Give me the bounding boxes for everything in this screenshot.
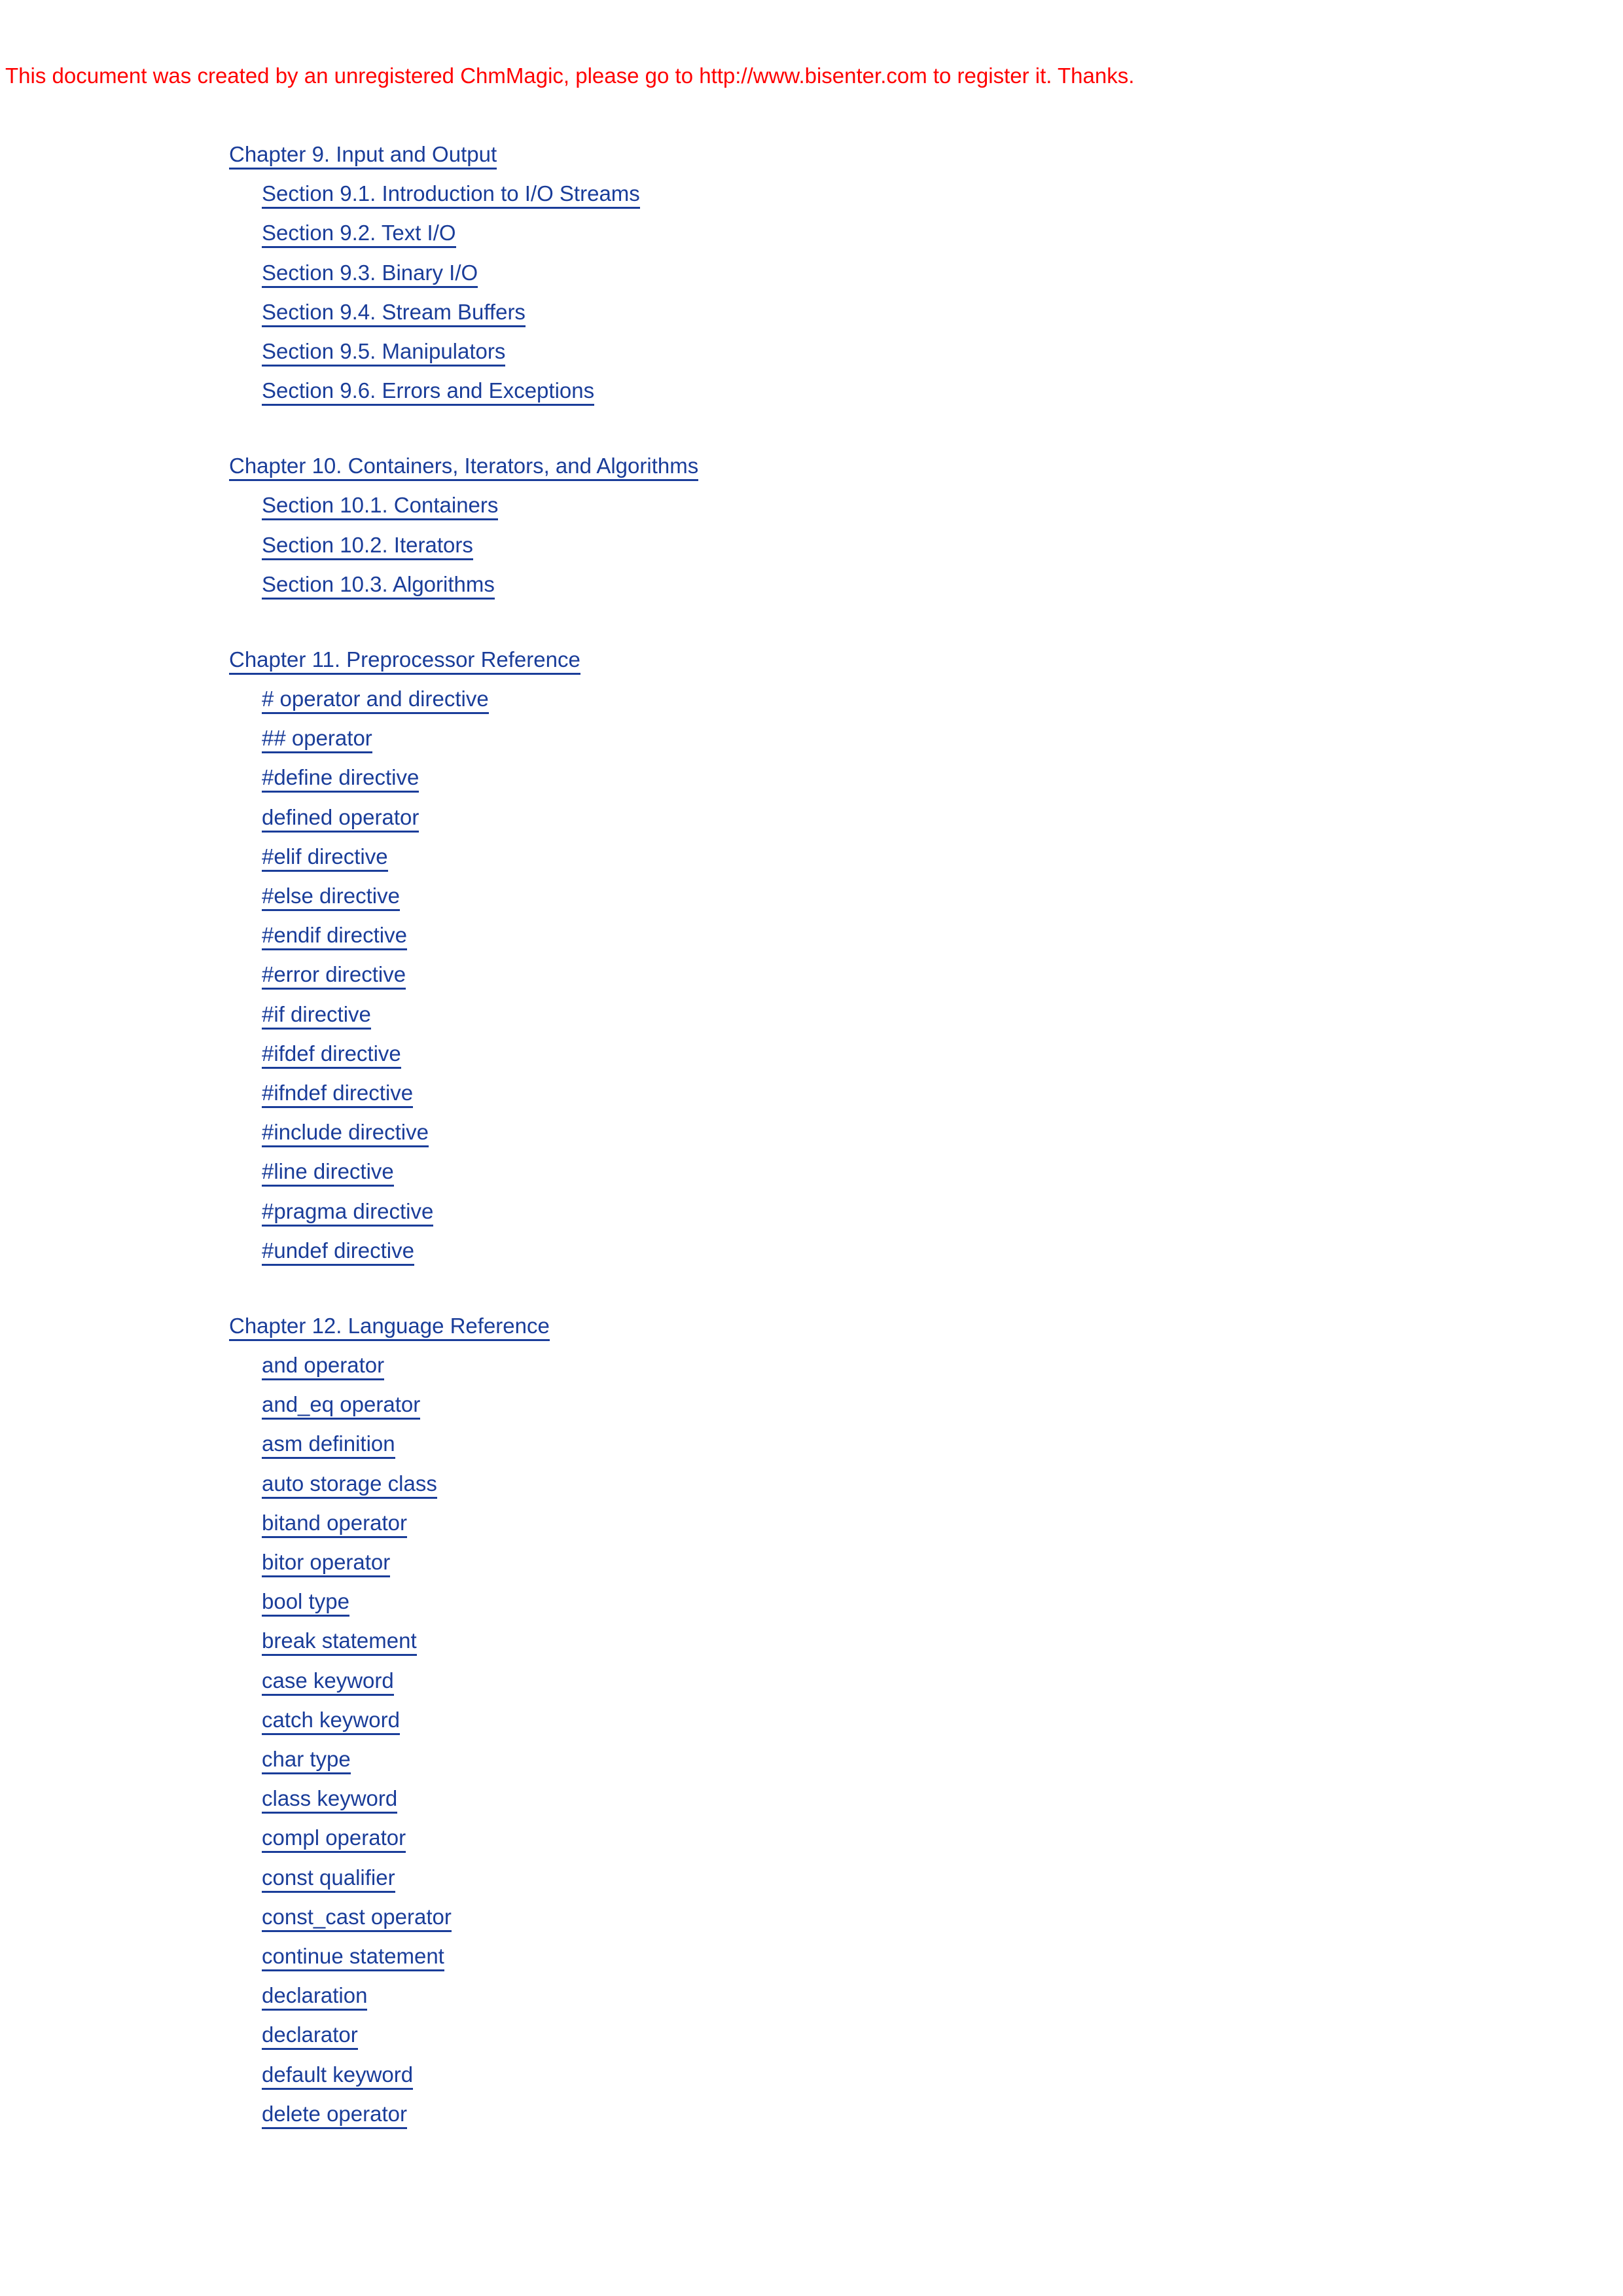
toc-entry-link[interactable]: catch keyword xyxy=(262,1707,400,1735)
toc-entry-link[interactable]: Section 9.4. Stream Buffers xyxy=(262,299,526,327)
toc-entry-link[interactable]: defined operator xyxy=(262,804,419,833)
toc-entry-link[interactable]: Section 9.6. Errors and Exceptions xyxy=(262,378,594,406)
toc-entry-link[interactable]: # operator and directive xyxy=(262,686,489,714)
toc-entry-link[interactable]: and operator xyxy=(262,1352,384,1380)
toc-entry-link[interactable]: continue statement xyxy=(262,1943,444,1971)
toc-entry-link[interactable]: char type xyxy=(262,1746,351,1774)
toc-entry-link[interactable]: Section 10.3. Algorithms xyxy=(262,571,495,600)
toc-entry-link[interactable]: const qualifier xyxy=(262,1865,395,1893)
unregistered-notice: This document was created by an unregistered ChmMagic, please go to http://www.bisenter.com to register it. Thanks. xyxy=(5,63,1135,88)
toc-entry-link[interactable]: #ifdef directive xyxy=(262,1041,401,1069)
toc-entry-link[interactable]: asm definition xyxy=(262,1431,395,1459)
toc-entry-link[interactable]: #else directive xyxy=(262,883,400,911)
toc-entry-link[interactable]: #elif directive xyxy=(262,844,388,872)
toc-entry-link[interactable]: #endif directive xyxy=(262,922,407,950)
toc-entry-link[interactable]: declarator xyxy=(262,2022,358,2050)
toc-chapter-link[interactable]: Chapter 12. Language Reference xyxy=(229,1313,550,1341)
toc-entry-link[interactable]: #include directive xyxy=(262,1119,429,1147)
toc-entry-link[interactable]: #line directive xyxy=(262,1158,394,1187)
toc-entry-link[interactable]: bitand operator xyxy=(262,1510,407,1538)
toc-entry-link[interactable]: #define directive xyxy=(262,764,419,793)
toc-entry-link[interactable]: Section 9.2. Text I/O xyxy=(262,220,456,248)
toc-entry-link[interactable]: Section 9.1. Introduction to I/O Streams xyxy=(262,181,640,209)
toc-chapter-link[interactable]: Chapter 11. Preprocessor Reference xyxy=(229,647,580,675)
toc-entry-link[interactable]: auto storage class xyxy=(262,1471,437,1499)
toc-entry-link[interactable]: break statement xyxy=(262,1628,417,1656)
toc-entry-link[interactable]: #undef directive xyxy=(262,1238,414,1266)
toc-entry-link[interactable]: declaration xyxy=(262,1982,367,2011)
toc-entry-link[interactable]: and_eq operator xyxy=(262,1391,420,1420)
toc-entry-link[interactable]: bitor operator xyxy=(262,1549,390,1577)
toc-entry-link[interactable]: delete operator xyxy=(262,2101,407,2129)
toc-entry-link[interactable]: Section 9.5. Manipulators xyxy=(262,338,505,367)
toc-entry-link[interactable]: bool type xyxy=(262,1588,349,1617)
toc-entry-link[interactable]: Section 9.3. Binary I/O xyxy=(262,260,478,288)
toc-entry-link[interactable]: const_cast operator xyxy=(262,1904,452,1932)
toc-entry-link[interactable]: case keyword xyxy=(262,1668,394,1696)
toc-entry-link[interactable]: ## operator xyxy=(262,725,372,753)
toc-entry-link[interactable]: Section 10.2. Iterators xyxy=(262,532,473,560)
toc-entry-link[interactable]: default keyword xyxy=(262,2062,413,2090)
toc-entry-link[interactable]: #if directive xyxy=(262,1001,371,1030)
toc-entry-link[interactable]: #error directive xyxy=(262,961,406,990)
toc-entry-link[interactable]: compl operator xyxy=(262,1825,406,1853)
toc-entry-link[interactable]: #pragma directive xyxy=(262,1198,433,1227)
toc-entry-link[interactable]: #ifndef directive xyxy=(262,1080,413,1108)
toc-entry-link[interactable]: Section 10.1. Containers xyxy=(262,492,498,520)
toc-chapter-link[interactable]: Chapter 9. Input and Output xyxy=(229,141,497,170)
toc-chapter-link[interactable]: Chapter 10. Containers, Iterators, and Algorithms xyxy=(229,453,698,481)
toc-entry-link[interactable]: class keyword xyxy=(262,1785,397,1814)
